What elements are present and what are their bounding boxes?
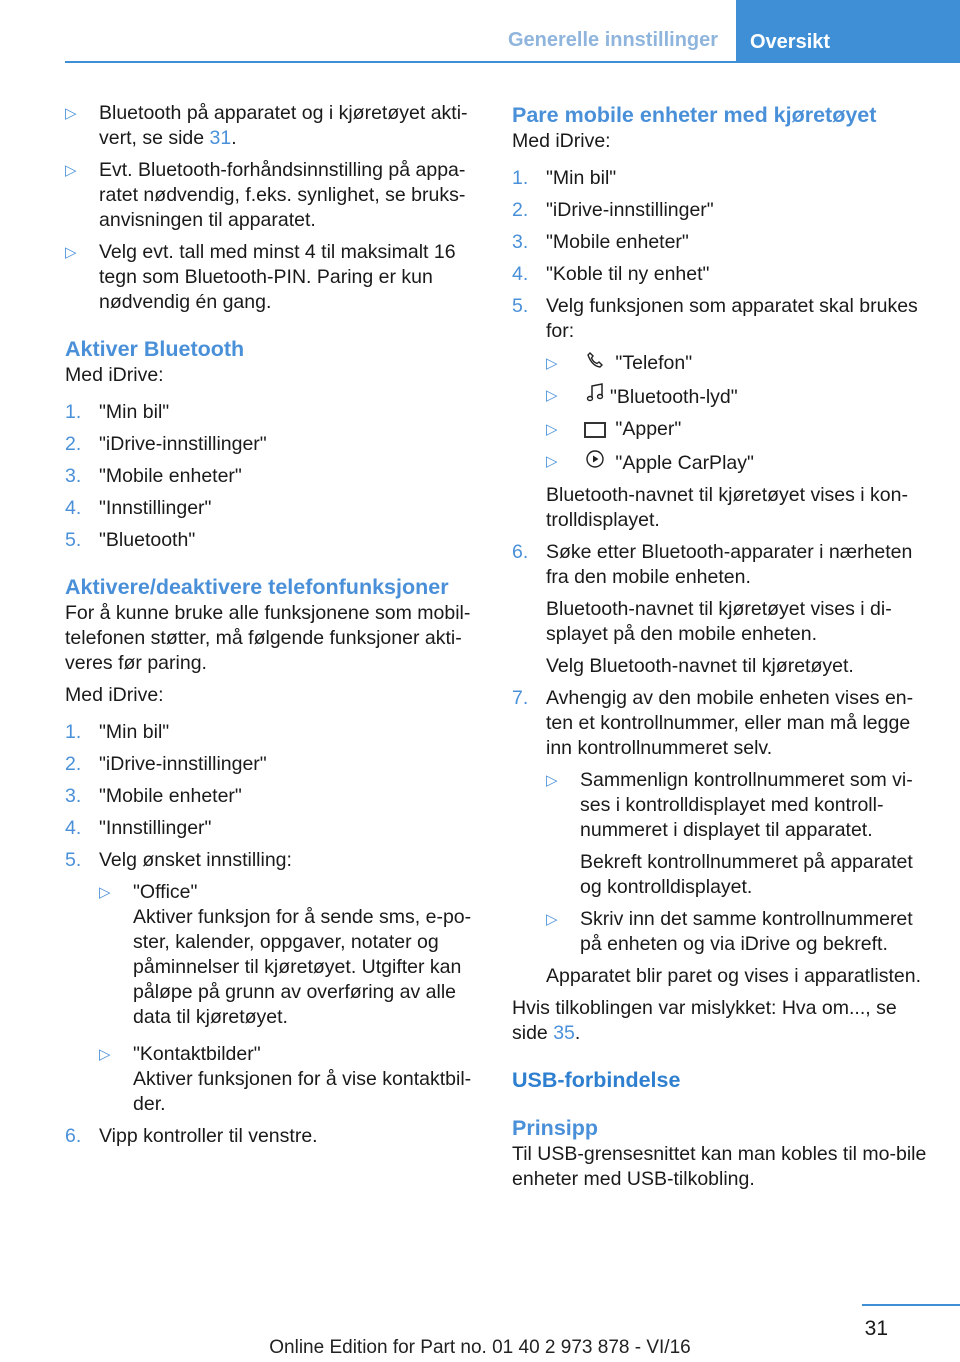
step-text: "Bluetooth": [99, 529, 196, 551]
function-label: "Telefon": [615, 352, 693, 374]
triangle-bullet-icon: ▷: [65, 162, 77, 179]
step-text: "Mobile enheter": [99, 785, 242, 807]
triangle-bullet-icon: ▷: [546, 421, 558, 438]
body-text: Til USB-grensesnittet kan man kobles til mo‐bile enheter med USB-tilkobling.: [512, 1143, 927, 1190]
step-item: [65, 496, 482, 521]
sub-option-text: Skriv inn det samme kontrollnummeret på enheten og via iDrive og bekreft.: [580, 908, 913, 955]
step-number: 5.: [65, 529, 82, 551]
function-item: [546, 351, 932, 376]
step-item: [512, 198, 932, 223]
phone-icon: [580, 351, 610, 376]
section-heading: USB-forbindelse: [512, 1068, 681, 1092]
step-number: 5.: [512, 295, 529, 317]
step-item: [65, 432, 482, 457]
footer-rule: [862, 1304, 960, 1306]
option-desc: Aktiver funksjon for å sende sms, e-po‐ster, kalender, oppgaver, notater og påminnelser til kjøretøyet. Utgifter kan påløpe på grunn av overføring av alle data til kjøretøyet.: [133, 906, 472, 1028]
footer-edition: Online Edition for Part no. 01 40 2 973 878 - VI/16: [269, 1337, 691, 1358]
step-number: 4.: [512, 263, 529, 285]
step-text: Velg ønsket innstilling:: [99, 849, 292, 871]
step-number: 2.: [65, 753, 82, 775]
sub-option-item: [546, 768, 932, 900]
page-link[interactable]: 31: [209, 127, 232, 149]
triangle-bullet-icon: ▷: [99, 1046, 111, 1063]
intro-text: For å kunne bruke alle funksjonene som mobil‐telefonen støtter, må følgende funksjoner akti‐veres før paring.: [65, 602, 471, 674]
step-item: [512, 262, 932, 287]
step-item: [65, 848, 482, 1117]
list-item: [65, 240, 482, 315]
step-number: 3.: [65, 465, 82, 487]
step-text: Søke etter Bluetooth-apparater i nærheten fra den mobile enheten.: [546, 541, 913, 588]
triangle-bullet-icon: ▷: [546, 911, 558, 928]
step-text: "iDrive-innstillinger": [546, 199, 714, 221]
option-title: "Office": [133, 881, 198, 903]
header-section-title: Generelle innstillinger: [507, 29, 719, 51]
step-number: 1.: [65, 401, 82, 423]
option-desc: Aktiver funksjonen for å vise kontaktbil‐der.: [133, 1068, 472, 1115]
option-item: [99, 880, 482, 1030]
triangle-bullet-icon: ▷: [99, 884, 111, 901]
step-text: "Mobile enheter": [99, 465, 242, 487]
step-text: "Koble til ny enhet": [546, 263, 710, 285]
triangle-bullet-icon: ▷: [546, 453, 558, 470]
section-heading: Pare mobile enheter med kjøretøyet: [512, 103, 877, 127]
step-number: 6.: [512, 541, 529, 563]
step-number: 3.: [65, 785, 82, 807]
function-label: "Apper": [615, 418, 682, 440]
step-item: [512, 230, 932, 255]
step-number: 1.: [512, 167, 529, 189]
step-number: 7.: [512, 687, 529, 709]
step-note: Apparatet blir paret og vises i apparatlisten.: [546, 965, 922, 987]
lead-text: Med iDrive:: [65, 364, 164, 386]
sub-option-item: [546, 907, 932, 957]
left-column: [65, 101, 482, 1149]
step-item: [65, 464, 482, 489]
step-number: 1.: [65, 721, 82, 743]
step-text: "Min bil": [546, 167, 617, 189]
triangle-bullet-icon: ▷: [546, 387, 558, 404]
sub-heading: Prinsipp: [512, 1116, 599, 1140]
header-tab-oversikt: Oversikt: [736, 0, 960, 62]
section-heading: Aktivere/deaktivere telefonfunksjoner: [65, 575, 449, 599]
function-label: "Bluetooth-lyd": [610, 386, 738, 408]
step-number: 6.: [65, 1125, 82, 1147]
sub-option-text: Sammenlign kontrollnummeret som vi‐ses i kontrolldisplayet med kontroll‐nummeret i displayet til apparatet.: [580, 769, 913, 841]
function-item: [546, 449, 932, 476]
step-item: [65, 400, 482, 425]
triangle-bullet-icon: ▷: [65, 105, 77, 122]
bullet-text-end: .: [231, 127, 237, 149]
step-item: [512, 166, 932, 191]
function-item: [546, 417, 932, 442]
page-link[interactable]: 35: [553, 1022, 575, 1044]
list-item: [65, 101, 482, 151]
step-note: Bluetooth-navnet til kjøretøyet vises i di‐splayet på den mobile enheten.: [546, 598, 892, 645]
step-item: [65, 752, 482, 777]
step-item: [65, 720, 482, 745]
bullet-text: Bluetooth på apparatet og i kjøretøyet akti‐vert, se side: [99, 102, 468, 149]
bullet-text: Velg evt. tall med minst 4 til maksimalt 16 tegn som Bluetooth-PIN. Paring er kun nødvendig én gang.: [99, 241, 456, 313]
step-number: 2.: [512, 199, 529, 221]
step-text: "Min bil": [99, 401, 170, 423]
carplay-icon: [580, 449, 610, 476]
step-number: 4.: [65, 497, 82, 519]
step-number: 5.: [65, 849, 82, 871]
bullet-text: Evt. Bluetooth-forhåndsinnstilling på appa‐ratet nødvendig, f.eks. synlighet, se bruks‐anvisningen til apparatet.: [99, 159, 466, 231]
step-item: [65, 816, 482, 841]
lead-text: Med iDrive:: [65, 684, 164, 706]
step-text: "Innstillinger": [99, 817, 212, 839]
lead-text: Med iDrive:: [512, 130, 611, 152]
step-number: 4.: [65, 817, 82, 839]
music-note-icon: [580, 383, 610, 410]
step-item: [512, 686, 932, 989]
sub-option-note: Bekreft kontrollnummeret på apparatet og kontrolldisplayet.: [580, 851, 913, 898]
triangle-bullet-icon: ▷: [546, 355, 558, 372]
step-note: Bluetooth-navnet til kjøretøyet vises i kon‐trolldisplayet.: [546, 484, 908, 531]
step-item: [512, 294, 932, 533]
step-number: 2.: [65, 433, 82, 455]
step-text: Avhengig av den mobile enheten vises en‐ten et kontrollnummer, eller man må legge inn kontrollnummeret selv.: [546, 687, 914, 759]
step-item: [65, 528, 482, 553]
step-text: "iDrive-innstillinger": [99, 753, 267, 775]
failure-text-end: .: [574, 1022, 581, 1044]
function-label: "Apple CarPlay": [615, 452, 754, 474]
apps-box-icon: [584, 422, 606, 438]
step-note: Velg Bluetooth-navnet til kjøretøyet.: [546, 655, 854, 677]
step-number: 3.: [512, 231, 529, 253]
step-text: "iDrive-innstillinger": [99, 433, 267, 455]
step-text: "Min bil": [99, 721, 170, 743]
option-item: [99, 1042, 482, 1117]
triangle-bullet-icon: ▷: [546, 772, 558, 789]
triangle-bullet-icon: ▷: [65, 244, 77, 261]
step-text: Vipp kontroller til venstre.: [99, 1125, 318, 1147]
step-text: "Mobile enheter": [546, 231, 689, 253]
function-item: [546, 383, 932, 410]
step-item: [512, 540, 932, 679]
right-column: [512, 101, 932, 1192]
section-heading: Aktiver Bluetooth: [65, 337, 245, 361]
option-title: "Kontaktbilder": [133, 1043, 261, 1065]
list-item: [65, 158, 482, 233]
failure-note: [512, 996, 932, 1046]
failure-text: Hvis tilkoblingen var mislykket: Hva om..., se side: [512, 997, 897, 1044]
step-item: [65, 1124, 482, 1149]
step-text: Velg funksjonen som apparatet skal brukes for:: [546, 295, 918, 342]
page-number: 31: [864, 1317, 888, 1340]
step-item: [65, 784, 482, 809]
step-text: "Innstillinger": [99, 497, 212, 519]
